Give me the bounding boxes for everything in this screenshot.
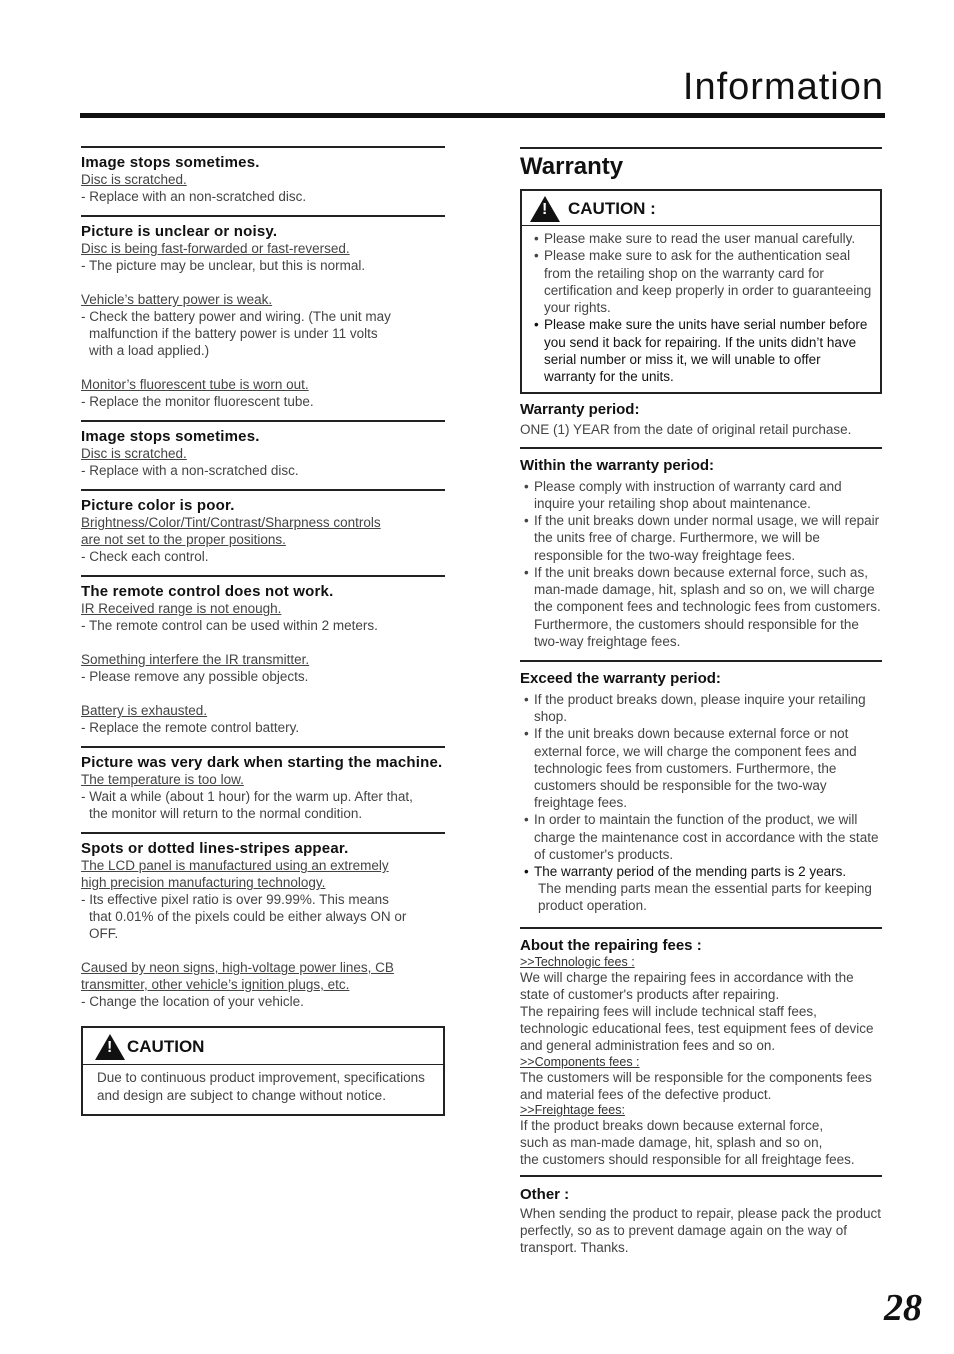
section-heading: The remote control does not work. bbox=[81, 583, 334, 600]
solution-text: malfunction if the battery power is under 11 volts bbox=[89, 326, 378, 341]
cause-text: IR Received range is not enough. bbox=[81, 601, 282, 616]
freightage-fees-text: such as man-made damage, hit, splash and so on, bbox=[520, 1135, 823, 1151]
problem-item bbox=[81, 771, 445, 822]
solution-text: - Replace with an non-scratched disc. bbox=[81, 189, 307, 204]
solution-text: OFF. bbox=[89, 926, 119, 941]
cause-text: transmitter, other vehicle’s ignition plugs, etc. bbox=[81, 977, 350, 992]
problem-item bbox=[81, 445, 445, 479]
cause-text: Caused by neon signs, high-voltage power lines, CB bbox=[81, 960, 394, 975]
troubleshooting-column bbox=[81, 146, 445, 1116]
caution-header bbox=[83, 1028, 443, 1065]
section-heading: Spots or dotted lines-stripes appear. bbox=[81, 840, 349, 857]
section-text: ONE (1) YEAR from the date of original retail purchase. bbox=[520, 421, 852, 437]
solution-text: - The picture may be unclear, but this is normal. bbox=[81, 258, 366, 273]
troubleshooting-section bbox=[81, 832, 445, 1020]
caution-box bbox=[81, 1026, 445, 1116]
caution-label: CAUTION : bbox=[568, 199, 656, 218]
solution-text: - Replace the monitor fluorescent tube. bbox=[81, 394, 314, 409]
section-heading: Picture color is poor. bbox=[81, 497, 235, 514]
problem-item bbox=[81, 376, 445, 410]
caution-item: • Please make sure the units have serial number before you send it back for repairing. If the units didn’t have serial number or miss it, we will unable to offer warranty for the units. bbox=[534, 316, 876, 385]
tech-fees-label: >>Technologic fees : bbox=[520, 954, 635, 969]
solution-text: - Change the location of your vehicle. bbox=[81, 994, 304, 1009]
warranty-title: Warranty bbox=[520, 153, 624, 180]
troubleshooting-section bbox=[81, 146, 445, 215]
warranty-period-section bbox=[520, 401, 882, 438]
exceed-list bbox=[520, 691, 882, 915]
solution-text: - Check each control. bbox=[81, 549, 209, 564]
section-heading: Warranty period: bbox=[520, 400, 640, 418]
cause-text: Something interfere the IR transmitter. bbox=[81, 652, 310, 667]
cause-text: Monitor’s fluorescent tube is worn out. bbox=[81, 377, 309, 392]
list-item-continued: The mending parts mean the essential parts for keeping product operation. bbox=[538, 881, 872, 914]
list-item: • If the product breaks down, please inquire your retailing shop. bbox=[524, 691, 882, 725]
section-heading: Picture was very dark when starting the machine. bbox=[81, 754, 443, 771]
problem-item bbox=[81, 702, 445, 736]
solution-text: - Replace with a non-scratched disc. bbox=[81, 463, 299, 478]
list-item: • Please comply with instruction of warranty card and inquire your retailing shop about maintenance. bbox=[524, 478, 882, 512]
other-section bbox=[520, 1186, 882, 1257]
warranty-column bbox=[520, 147, 882, 1256]
caution-list bbox=[522, 226, 880, 392]
cause-text: The temperature is too low. bbox=[81, 772, 244, 787]
troubleshooting-section bbox=[81, 489, 445, 575]
solution-text: - Replace the remote control battery. bbox=[81, 720, 300, 735]
troubleshooting-section bbox=[81, 575, 445, 746]
problem-item bbox=[81, 651, 445, 685]
section-text: When sending the product to repair, please pack the product perfectly, so as to prevent damage again on the way of transport. Thanks. bbox=[520, 1205, 881, 1255]
solution-text: the monitor will return to the normal condition. bbox=[89, 806, 363, 821]
within-warranty-section bbox=[520, 457, 882, 650]
section-heading: Picture is unclear or noisy. bbox=[81, 223, 278, 240]
caution-label: CAUTION bbox=[127, 1037, 205, 1056]
troubleshooting-section bbox=[81, 420, 445, 489]
cause-text: Battery is exhausted. bbox=[81, 703, 208, 718]
title-rule bbox=[80, 113, 885, 118]
caution-text: Due to continuous product improvement, specifications and design are subject to change without notice. bbox=[97, 1070, 425, 1103]
page-title: Information bbox=[682, 66, 884, 108]
exceed-warranty-section bbox=[520, 670, 882, 915]
section-heading: Image stops sometimes. bbox=[81, 154, 260, 171]
warranty-caution-box bbox=[520, 189, 882, 394]
caution-item: • Please make sure to ask for the authentication seal from the retailing shop on the warranty card for certification and keep properly in order to guaranteeing your rights. bbox=[534, 247, 876, 316]
repairing-fees-section bbox=[520, 937, 882, 1169]
section-heading: Within the warranty period: bbox=[520, 456, 715, 474]
section-heading: About the repairing fees : bbox=[520, 936, 702, 954]
list-item: • If the unit breaks down under normal usage, we will repair the units free of charge. Furthermore, we will be responsible for the two-way freightage fees. bbox=[524, 512, 882, 564]
cause-text: Disc is scratched. bbox=[81, 446, 187, 461]
within-list bbox=[520, 478, 882, 650]
solution-text: - Please remove any possible objects. bbox=[81, 669, 309, 684]
problem-item bbox=[81, 171, 445, 205]
freightage-fees-text: the customers should responsible for all freightage fees. bbox=[520, 1152, 855, 1168]
problem-item bbox=[81, 959, 445, 1010]
problem-item bbox=[81, 291, 445, 359]
section-heading: Exceed the warranty period: bbox=[520, 669, 721, 687]
problem-item bbox=[81, 240, 445, 274]
freightage-fees-label: >>Freightage fees: bbox=[520, 1102, 625, 1117]
troubleshooting-section bbox=[81, 215, 445, 420]
troubleshooting-section bbox=[81, 746, 445, 832]
tech-fees-text: The repairing fees will include technical staff fees, technologic educational fees, test equipment fees of device and general administration fees and so on. bbox=[520, 1003, 874, 1054]
problem-item bbox=[81, 514, 445, 565]
cause-text: The LCD panel is manufactured using an extremely bbox=[81, 858, 389, 873]
cause-text: Vehicle’s battery power is weak. bbox=[81, 292, 273, 307]
cause-text: high precision manufacturing technology. bbox=[81, 875, 326, 890]
cause-text: are not set to the proper positions. bbox=[81, 532, 286, 547]
warning-icon: ! bbox=[530, 196, 560, 222]
solution-text: - The remote control can be used within 2 meters. bbox=[81, 618, 378, 633]
tech-fees-text: We will charge the repairing fees in accordance with the state of customer's products after repairing. bbox=[520, 969, 854, 1002]
list-item: • The warranty period of the mending parts is 2 years. bbox=[524, 863, 882, 880]
components-fees-label: >>Components fees : bbox=[520, 1054, 640, 1069]
caution-item: • Please make sure to read the user manual carefully. bbox=[534, 230, 876, 247]
warranty-header bbox=[520, 147, 882, 181]
cause-text: Disc is scratched. bbox=[81, 172, 187, 187]
freightage-fees-text: If the product breaks down because external force, bbox=[520, 1117, 824, 1133]
cause-text: Disc is being fast-forwarded or fast-reversed. bbox=[81, 241, 350, 256]
list-item: • In order to maintain the function of the product, we will charge the maintenance cost in accordance with the state of customer's products. bbox=[524, 811, 882, 863]
solution-text: - Wait a while (about 1 hour) for the warm up. After that, bbox=[81, 789, 413, 804]
solution-text: - Check the battery power and wiring. (The unit may bbox=[81, 309, 391, 324]
solution-text: - Its effective pixel ratio is over 99.99%. This means bbox=[81, 892, 389, 907]
page-number: 28 bbox=[884, 1287, 922, 1329]
cause-text: Brightness/Color/Tint/Contrast/Sharpness controls bbox=[81, 515, 381, 530]
problem-item bbox=[81, 857, 445, 942]
caution-header bbox=[522, 191, 880, 226]
section-heading: Other : bbox=[520, 1185, 570, 1203]
solution-text: that 0.01% of the pixels could be either always ON or bbox=[89, 909, 407, 924]
solution-text: with a load applied.) bbox=[89, 343, 210, 358]
section-heading: Image stops sometimes. bbox=[81, 428, 260, 445]
warning-icon: ! bbox=[95, 1034, 125, 1060]
list-item: • If the unit breaks down because external force, such as, man-made damage, hit, splash and so on, we will charge the component fees and technologic fees from customers. Furthermore, the customers should responsible for the two-way freightage fees. bbox=[524, 564, 882, 650]
list-item: • If the unit breaks down because external force or not external force, we will charge the component fees and technologic fees from customers. Furthermore, the customers should be responsible for the two-way freightage fees. bbox=[524, 725, 882, 811]
problem-item bbox=[81, 600, 445, 634]
components-fees-text: The customers will be responsible for the components fees and material fees of the defective product. bbox=[520, 1069, 872, 1102]
